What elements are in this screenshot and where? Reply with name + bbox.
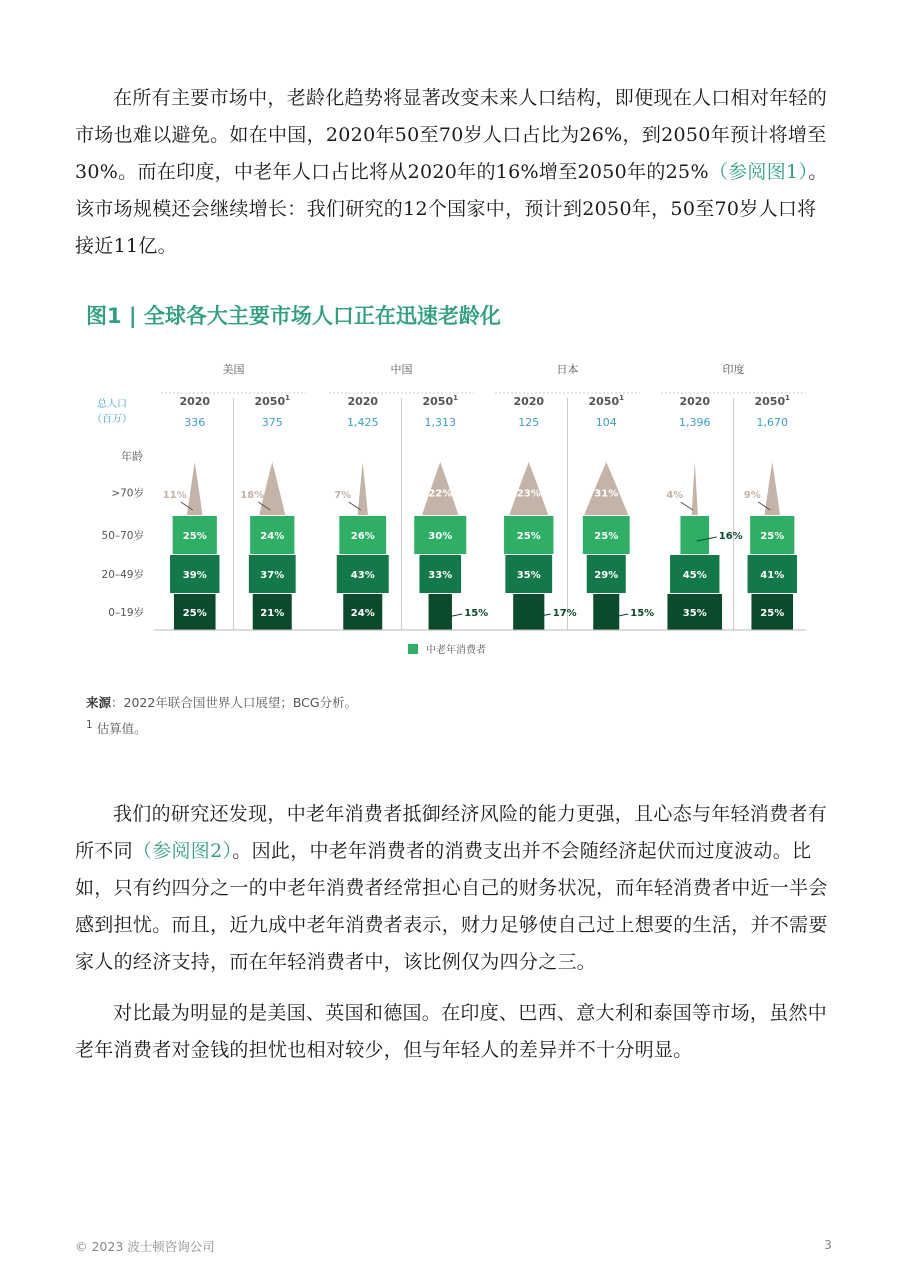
year-label: 2050$^1$ (254, 394, 290, 408)
share-label: 45% (682, 570, 707, 581)
paragraph-2-end: 。因此，中老年消费者的消费支出并不会随经济起伏而过度波动。比如，只有约四分之一的中老年消费者经常担心自己的财务状况，而年轻消费者中近一半会感到担忧。而且，近九成中老年消费者表示，财力足够使自己过上想要的生活，并不需要家人的经济支持，而在年轻消费者中，该比例仅为四分之三。 (75, 840, 828, 973)
paragraph-1 (75, 80, 835, 265)
age-group-label: 50–70岁 (101, 530, 144, 542)
footnote-mark: 1 (86, 719, 93, 731)
share-label: 11% (162, 490, 187, 501)
share-label: 25% (760, 608, 785, 619)
share-label: 39% (182, 570, 207, 581)
year-label: 2020 (347, 395, 379, 408)
population-value: 1,670 (756, 416, 788, 429)
bar-over70 (187, 480, 203, 515)
bar-age50_70 (680, 516, 709, 554)
population-value: 1,425 (347, 416, 379, 429)
figure-2-link[interactable]: （参阅图2） (132, 840, 233, 862)
page-number: 3 (824, 1237, 832, 1252)
paragraph-2 (75, 796, 835, 981)
population-label: 总人口 (97, 399, 127, 410)
source-line (86, 692, 357, 714)
share-label: 30% (428, 531, 453, 542)
share-label: 35% (516, 570, 541, 581)
share-label: 18% (240, 490, 265, 501)
population-unit-label: （百万） (92, 414, 132, 425)
bar-age0_19 (513, 594, 544, 630)
population-value: 104 (595, 416, 617, 429)
share-label: 25% (182, 531, 207, 542)
figure-notes (86, 692, 357, 740)
age-group-label: 20–49岁 (101, 569, 144, 581)
share-label: 26% (350, 531, 375, 542)
country-label: 印度 (722, 363, 745, 376)
paragraph-2-text: 我们的研究还发现，中老年消费者抵御经济风险的能力更强，且心态与年轻消费者有所不同 (75, 803, 828, 862)
share-label: 17% (552, 608, 577, 619)
share-label: 29% (594, 570, 619, 581)
pyramid-tip (694, 462, 696, 480)
population-value: 375 (261, 416, 283, 429)
paragraph-1-text: 在所有主要市场中，老龄化趋势将显著改变未来人口结构，即便现在人口相对年轻的市场也难以避免。如在中国，2020年50至70岁人口占比为26%，到2050年预计将增至30%。而在印度，中老年人口占比将从2020年的16%增至2050年的25% (75, 87, 828, 183)
paragraph-1-end: 。该市场规模还会继续增长：我们研究的12个国家中，预计到2050年，50至70岁人口将接近11亿。 (75, 161, 828, 257)
share-label: 4% (666, 490, 684, 501)
age-group-label: 0–19岁 (108, 607, 144, 619)
share-label: 35% (682, 608, 707, 619)
share-label: 22% (428, 488, 453, 500)
share-label: 7% (334, 490, 352, 501)
year-label: 2020 (179, 395, 211, 408)
share-label: 16% (718, 531, 743, 542)
bar-over70 (764, 480, 780, 515)
share-label: 37% (260, 570, 285, 581)
share-label: 23% (516, 488, 541, 500)
share-label: 25% (594, 531, 619, 542)
paragraph-3 (75, 995, 835, 1069)
share-label: 25% (516, 531, 541, 542)
share-label: 43% (350, 570, 375, 581)
copyright: © 2023 波士顿咨询公司 (75, 1239, 215, 1254)
footnote-line (86, 714, 357, 740)
share-label: 24% (260, 531, 285, 542)
share-label: 24% (350, 608, 375, 619)
year-label: 2020 (679, 395, 711, 408)
population-value: 1,313 (424, 416, 456, 429)
year-label: 2050$^1$ (588, 394, 624, 408)
share-label: 25% (760, 531, 785, 542)
age-group-label: >70岁 (111, 487, 144, 500)
share-label: 21% (260, 608, 285, 619)
pyramid-tip (361, 462, 365, 480)
figure-1-link[interactable]: （参阅图1） (708, 161, 809, 183)
callout-line (681, 502, 693, 510)
bar-age0_19 (593, 594, 619, 630)
pyramid-tip (268, 462, 277, 480)
pyramid-tip (599, 462, 614, 480)
legend-swatch (408, 644, 418, 654)
legend-label: 中老年消费者 (426, 645, 486, 656)
year-label: 2020 (513, 395, 545, 408)
footnote-text: 估算值。 (96, 721, 147, 737)
figure-title: 图1 | 全球各大主要市场人口正在迅速老龄化 (86, 304, 501, 328)
share-label: 33% (428, 570, 453, 581)
population-pyramid-chart (86, 350, 806, 670)
bar-over70 (358, 480, 368, 515)
share-label: 15% (630, 608, 655, 619)
pyramid-tip (522, 462, 536, 480)
population-value: 125 (518, 416, 540, 429)
paragraph-3-text: 对比最为明显的是美国、英国和德国。在印度、巴西、意大利和泰国等市场，虽然中老年消费者对金钱的担忧也相对较少，但与年轻人的差异并不十分明显。 (75, 1002, 828, 1061)
year-label: 2050$^1$ (422, 394, 458, 408)
share-label: 15% (464, 608, 489, 619)
pyramid-tip (192, 462, 197, 480)
population-value: 1,396 (679, 416, 711, 429)
country-label: 中国 (390, 363, 413, 376)
population-value: 336 (184, 416, 206, 429)
country-label: 日本 (556, 363, 579, 376)
bar-age0_19 (429, 594, 452, 630)
share-label: 41% (760, 570, 785, 581)
source-label: 来源 (86, 695, 112, 710)
country-label: 美国 (222, 363, 245, 376)
pyramid-tip (434, 462, 447, 480)
source-text: ：2022年联合国世界人口展望；BCG分析。 (111, 695, 358, 710)
year-label: 2050$^1$ (754, 394, 790, 408)
share-label: 9% (743, 490, 761, 501)
age-axis-label: 年龄 (121, 450, 143, 463)
pyramid-tip (770, 462, 775, 480)
share-label: 31% (594, 488, 619, 500)
share-label: 25% (182, 608, 207, 619)
